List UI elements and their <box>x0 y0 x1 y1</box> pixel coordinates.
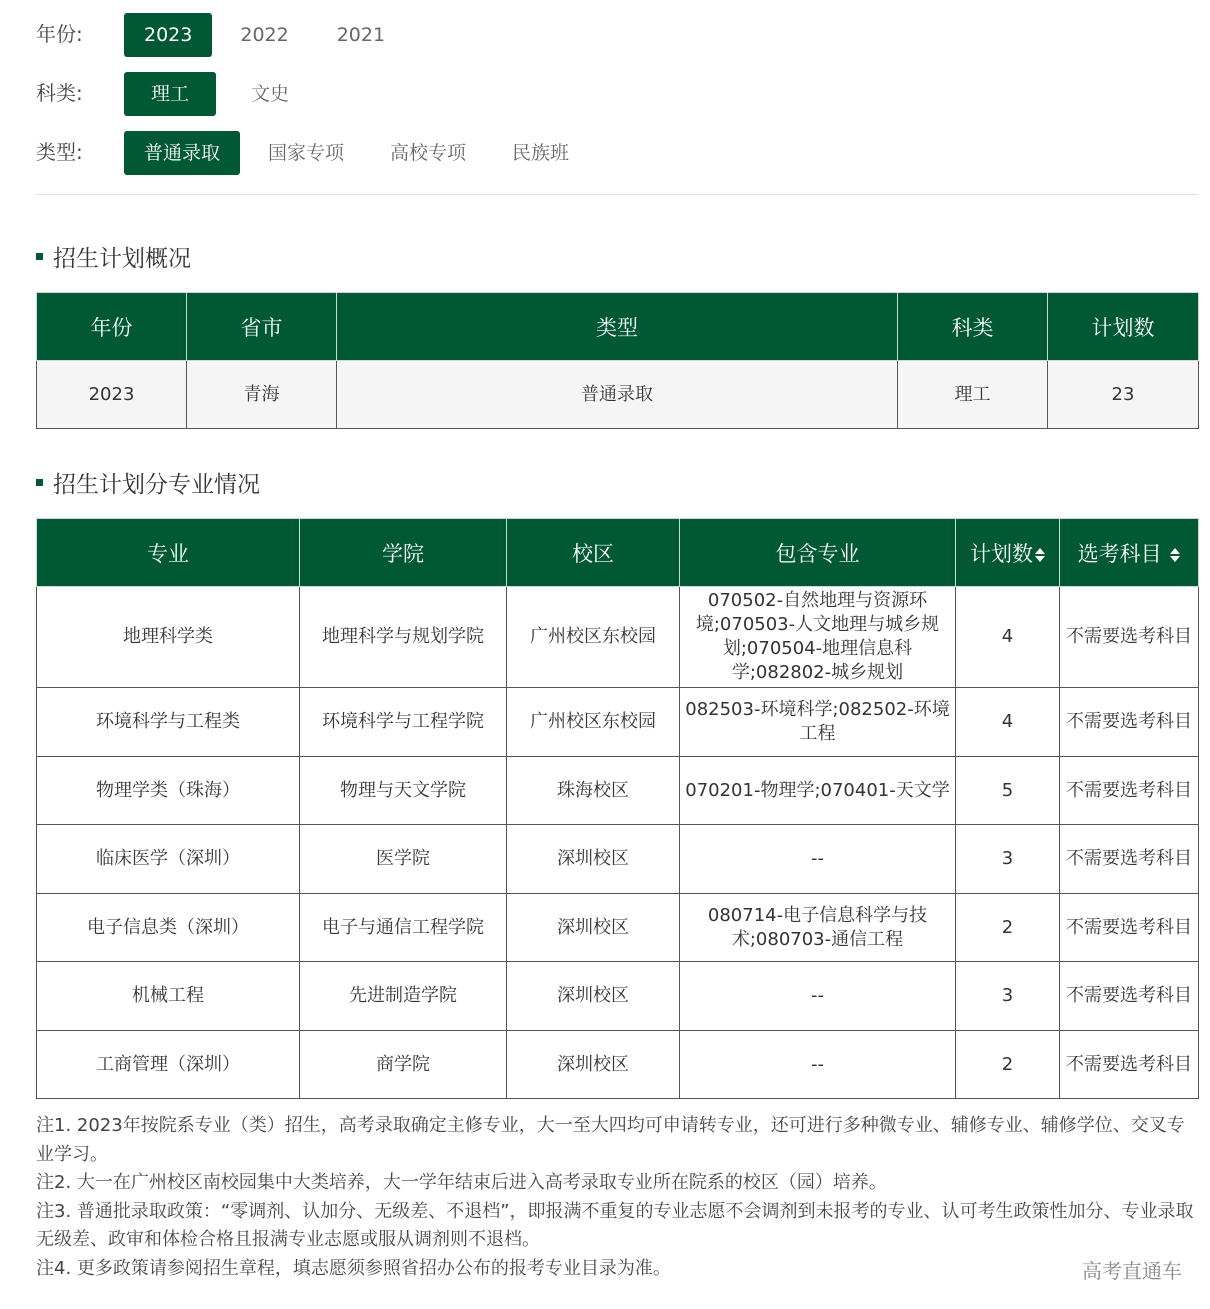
note-4: 注4. 更多政策请参阅招生章程，填志愿须参照省招办公布的报考专业目录为准。 <box>36 1257 671 1279</box>
cell-plan: 4 <box>956 587 1060 688</box>
cell-plan: 4 <box>956 688 1060 757</box>
cell-college: 先进制造学院 <box>300 962 507 1031</box>
cell-included: -- <box>680 825 956 894</box>
cell-major: 临床医学（深圳） <box>37 825 300 894</box>
divider <box>36 194 1198 195</box>
cell-subjects: 不需要选考科目 <box>1060 688 1199 757</box>
majors-header-subjects-label: 选考科目 <box>1077 541 1162 566</box>
cell-campus: 深圳校区 <box>507 825 680 894</box>
overview-header-type: 类型 <box>337 293 898 361</box>
filter-type-label: 类型: <box>36 140 83 164</box>
cell-college: 地理科学与规划学院 <box>300 587 507 688</box>
cell-major: 机械工程 <box>37 962 300 1031</box>
overview-header-province: 省市 <box>187 293 337 361</box>
majors-title-text: 招生计划分专业情况 <box>53 472 260 498</box>
cell-included: 070502-自然地理与资源环境;070503-人文地理与城乡规划;070504-地理信息科学;082802-城乡规划 <box>680 587 956 688</box>
filter-subject-label: 科类: <box>36 81 83 105</box>
table-row <box>37 825 1199 894</box>
watermark: 高考直通车 <box>1082 1259 1182 1283</box>
cell-college: 电子与通信工程学院 <box>300 894 507 962</box>
overview-cell-plan: 23 <box>1048 361 1199 429</box>
cell-included: 080714-电子信息科学与技术;080703-通信工程 <box>680 894 956 962</box>
majors-header-college: 学院 <box>300 519 507 587</box>
cell-subjects: 不需要选考科目 <box>1060 587 1199 688</box>
cell-campus: 深圳校区 <box>507 1031 680 1099</box>
cell-major: 地理科学类 <box>37 587 300 688</box>
cell-included: 082503-环境科学;082502-环境工程 <box>680 688 956 757</box>
cell-college: 商学院 <box>300 1031 507 1099</box>
cell-campus: 珠海校区 <box>507 757 680 825</box>
cell-subjects: 不需要选考科目 <box>1060 825 1199 894</box>
year-option-2021[interactable]: 2021 <box>336 24 386 46</box>
majors-header-row <box>37 519 1199 587</box>
majors-header-campus: 校区 <box>507 519 680 587</box>
square-bullet-icon <box>36 479 43 486</box>
table-row <box>37 962 1199 1031</box>
cell-plan: 5 <box>956 757 1060 825</box>
cell-major: 工商管理（深圳） <box>37 1031 300 1099</box>
sort-icon <box>1035 547 1045 563</box>
cell-major: 物理学类（珠海） <box>37 757 300 825</box>
table-row <box>37 361 1199 429</box>
overview-header-subject: 科类 <box>898 293 1048 361</box>
subject-option-science[interactable]: 理工 <box>124 72 216 116</box>
filter-panel <box>36 12 1198 189</box>
overview-table <box>36 292 1199 429</box>
type-option-ethnic[interactable]: 民族班 <box>512 142 570 164</box>
cell-included: -- <box>680 1031 956 1099</box>
cell-college: 环境科学与工程学院 <box>300 688 507 757</box>
cell-plan: 2 <box>956 894 1060 962</box>
note-1: 注1. 2023年按院系专业（类）招生，高考录取确定主修专业，大一至大四均可申请转专业，还可进行多种微专业、辅修专业、辅修学位、交叉专业学习。 <box>36 1115 1185 1165</box>
note-3: 注3. 普通批录取政策：“零调剂、认加分、无级差、不退档”，即报满不重复的专业志愿不会调剂到未报考的专业、认可考生政策性加分、专业录取无级差、政审和体检合格且报满专业志愿或服从调剂则不退档。 <box>36 1200 1194 1250</box>
cell-college: 物理与天文学院 <box>300 757 507 825</box>
majors-header-plan-sort[interactable] <box>956 519 1060 587</box>
cell-plan: 3 <box>956 825 1060 894</box>
cell-major: 电子信息类（深圳） <box>37 894 300 962</box>
square-bullet-icon <box>36 253 43 260</box>
filter-year <box>36 12 1198 58</box>
cell-campus: 深圳校区 <box>507 962 680 1031</box>
cell-plan: 2 <box>956 1031 1060 1099</box>
table-row <box>37 688 1199 757</box>
overview-section-title <box>36 240 191 273</box>
cell-major: 环境科学与工程类 <box>37 688 300 757</box>
cell-campus: 广州校区东校园 <box>507 587 680 688</box>
overview-cell-type: 普通录取 <box>337 361 898 429</box>
majors-section-title <box>36 466 260 499</box>
table-row <box>37 1031 1199 1099</box>
cell-subjects: 不需要选考科目 <box>1060 1031 1199 1099</box>
note-2: 注2. 大一在广州校区南校园集中大类培养，大一学年结束后进入高考录取专业所在院系的校区（园）培养。 <box>36 1172 887 1193</box>
majors-table <box>36 518 1199 1099</box>
majors-header-plan-label: 计划数 <box>970 541 1033 566</box>
cell-campus: 深圳校区 <box>507 894 680 962</box>
sort-icon <box>1170 547 1180 563</box>
overview-header-row <box>37 293 1199 361</box>
overview-title-text: 招生计划概况 <box>53 246 191 272</box>
cell-subjects: 不需要选考科目 <box>1060 962 1199 1031</box>
type-option-national[interactable]: 国家专项 <box>268 142 345 164</box>
year-option-2022[interactable]: 2022 <box>240 24 289 46</box>
cell-subjects: 不需要选考科目 <box>1060 894 1199 962</box>
year-option-2023[interactable]: 2023 <box>124 13 212 57</box>
overview-cell-province: 青海 <box>187 361 337 429</box>
cell-plan: 3 <box>956 962 1060 1031</box>
cell-college: 医学院 <box>300 825 507 894</box>
table-row <box>37 587 1199 688</box>
filter-subject <box>36 71 1198 117</box>
table-row <box>37 757 1199 825</box>
filter-type <box>36 130 1198 176</box>
subject-option-arts[interactable]: 文史 <box>251 83 290 105</box>
cell-campus: 广州校区东校园 <box>507 688 680 757</box>
overview-header-plan: 计划数 <box>1048 293 1199 361</box>
notes <box>36 1112 1198 1283</box>
cell-included: -- <box>680 962 956 1031</box>
table-row <box>37 894 1199 962</box>
majors-header-subjects-sort[interactable] <box>1060 519 1199 587</box>
type-option-regular[interactable]: 普通录取 <box>124 131 240 175</box>
filter-year-label: 年份: <box>36 22 83 46</box>
majors-header-included: 包含专业 <box>680 519 956 587</box>
cell-subjects: 不需要选考科目 <box>1060 757 1199 825</box>
overview-cell-year: 2023 <box>37 361 187 429</box>
type-option-university[interactable]: 高校专项 <box>390 142 467 164</box>
majors-header-major: 专业 <box>37 519 300 587</box>
overview-header-year: 年份 <box>37 293 187 361</box>
cell-included: 070201-物理学;070401-天文学 <box>680 757 956 825</box>
overview-cell-subject: 理工 <box>898 361 1048 429</box>
